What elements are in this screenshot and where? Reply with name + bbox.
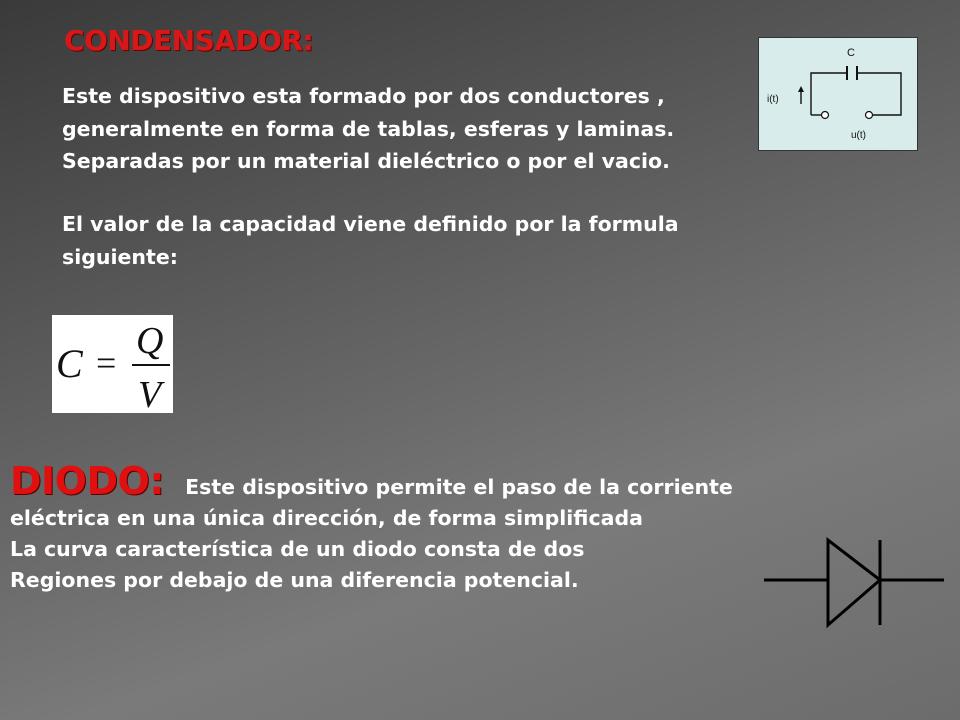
diodo-text-3: La curva característica de un diodo consta de dos — [10, 537, 585, 561]
capacitor-label-c: C — [847, 47, 855, 59]
diodo-text-2: eléctrica en una única dirección, de forma simplificada — [10, 506, 643, 530]
capacidad-intro: El valor de la capacidad viene definido por la formula siguiente: — [62, 212, 679, 269]
capacitor-circuit-svg — [759, 38, 917, 150]
formula-denominator: V — [138, 374, 162, 413]
diode-symbol-icon — [764, 535, 946, 631]
circuit-wire-left — [811, 73, 847, 115]
current-arrow-head — [798, 86, 804, 92]
capacitance-formula — [52, 315, 173, 413]
diodo-text-1: Este dispositivo permite el paso de la corriente — [185, 475, 733, 499]
formula-equals: = — [96, 343, 117, 383]
formula-svg — [52, 315, 173, 413]
voltage-label: u(t) — [851, 130, 866, 141]
diodo-line-1 — [10, 459, 940, 503]
formula-numerator: Q — [136, 320, 164, 362]
diodo-text-4: Regiones por debajo de una diferencia potencial. — [10, 568, 579, 592]
formula-lhs: C — [56, 341, 83, 386]
condensador-description: Este dispositivo esta formado por dos conductores , generalmente en forma de tablas, esferas y laminas. Separadas por un material dieléctrico o por el vacio. — [62, 84, 675, 173]
diode-triangle — [828, 540, 880, 625]
condensador-title: CONDENSADOR: — [64, 24, 314, 57]
capacitor-circuit-diagram — [758, 37, 918, 151]
terminal-right — [866, 112, 873, 119]
diodo-title: DIODO: — [10, 459, 165, 503]
terminal-left — [822, 112, 829, 119]
current-label: i(t) — [767, 94, 779, 105]
circuit-wire-right — [857, 73, 901, 115]
